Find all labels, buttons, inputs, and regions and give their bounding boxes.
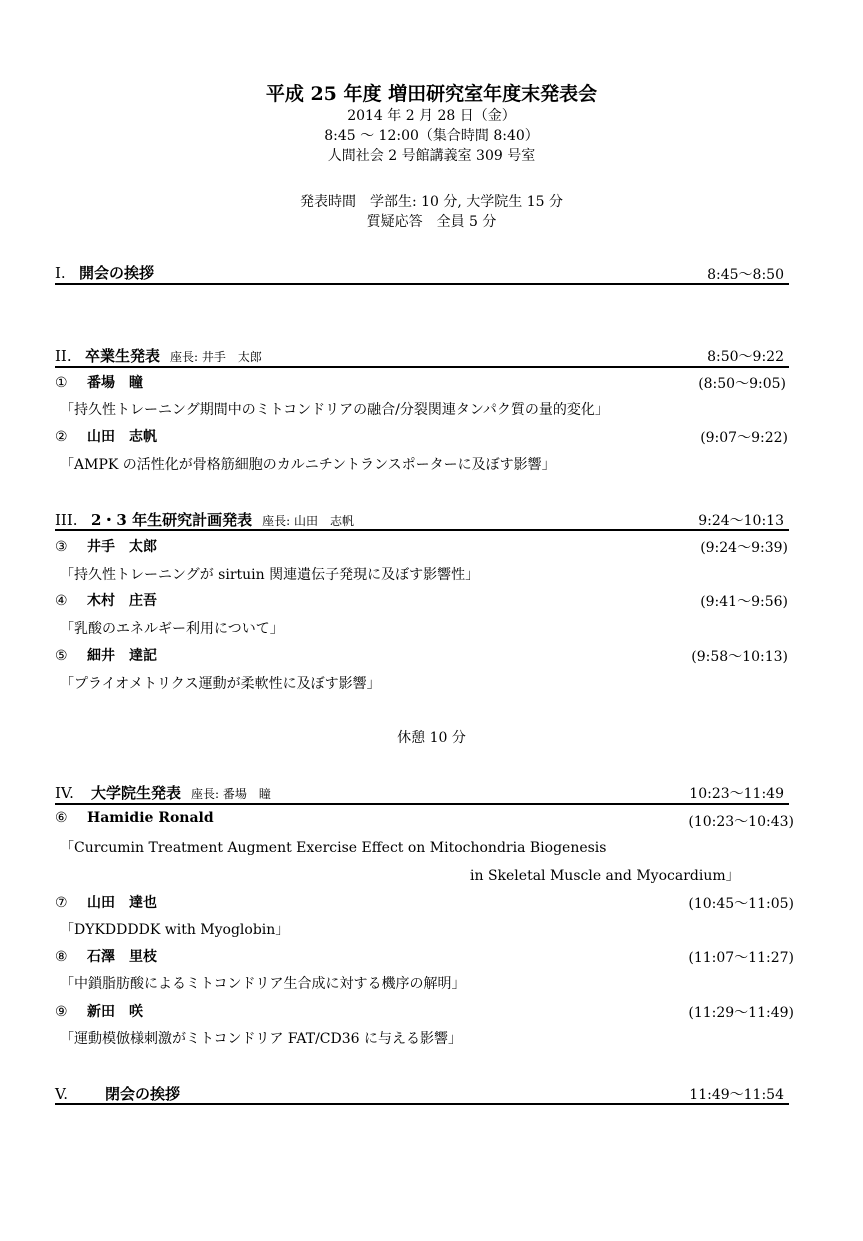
- presenter-number: ⑨: [55, 1004, 68, 1020]
- presenter: [55, 892, 157, 912]
- section-title: 大学院生発表: [91, 784, 182, 802]
- section-divider: [55, 803, 789, 805]
- section-title: 卒業生発表: [85, 347, 161, 365]
- section-time: 8:50～9:22: [707, 349, 784, 365]
- presentation-title: 「運動模倣様刺激がミトコンドリア FAT/CD36 に与える影響」: [60, 1031, 462, 1047]
- section-number: II.: [55, 347, 72, 365]
- section-number: V.: [55, 1085, 68, 1103]
- presenter-number: ①: [55, 375, 68, 391]
- presentation-title: 「Curcumin Treatment Augment Exercise Effect on Mitochondria Biogenesis: [60, 840, 607, 856]
- section-divider: [55, 366, 789, 368]
- section-title: 2・3 年生研究計画発表: [91, 511, 253, 529]
- event-place: 人間社会 2 号館講義室 309 号室: [327, 148, 536, 164]
- presentation-title: 「乳酸のエネルギー利用について」: [60, 621, 284, 637]
- presenter-number: ⑤: [55, 648, 68, 664]
- presenter-name: 山田 達也: [87, 895, 157, 911]
- section-divider: [55, 283, 789, 285]
- presenter: [55, 590, 157, 610]
- presenter-name: 番場 瞳: [87, 375, 143, 391]
- presenter-time: (9:41～9:56): [700, 594, 788, 610]
- section-divider: [55, 529, 789, 531]
- presenter-time: (9:24～9:39): [700, 540, 788, 556]
- presenter-name: 山田 志帆: [87, 429, 157, 445]
- presentation-rule: 発表時間 学部生: 10 分, 大学院生 15 分: [299, 194, 564, 210]
- section-chair: 座長: 山田 志帆: [262, 514, 354, 528]
- section-time: 10:23～11:49: [689, 786, 784, 802]
- section-chair: 座長: 番場 瞳: [191, 787, 271, 801]
- presenter-time: (9:58～10:13): [691, 649, 788, 665]
- section-heading: [55, 782, 271, 803]
- presentation-title: 「持久性トレーニング期間中のミトコンドリアの融合/分裂関連タンパク質の量的変化」: [60, 402, 609, 418]
- presenter-number: ⑥: [55, 810, 68, 826]
- page-title: 平成 25 年度 増田研究室年度末発表会: [265, 83, 598, 105]
- section-heading: [55, 262, 154, 283]
- qa-rule: 質疑応答 全員 5 分: [366, 214, 497, 230]
- event-time: 8:45 ～ 12:00（集合時間 8:40）: [324, 128, 539, 144]
- section-number: IV.: [55, 784, 74, 802]
- presenter: [55, 426, 157, 446]
- presenter: [55, 645, 157, 665]
- presenter-name: 新田 咲: [87, 1004, 143, 1020]
- presenter-time: (10:23～10:43): [688, 814, 794, 830]
- presentation-title: 「中鎖脂肪酸によるミトコンドリア生合成に対する機序の解明」: [60, 976, 466, 992]
- presenter: [55, 536, 157, 556]
- presenter-name: 木村 庄吾: [87, 593, 157, 609]
- presenter-time: (9:07～9:22): [700, 430, 788, 446]
- presenter-time: (11:29～11:49): [688, 1005, 794, 1021]
- section-time: 11:49～11:54: [689, 1087, 784, 1103]
- presentation-title: 「AMPK の活性化が骨格筋細胞のカルニチントランスポーターに及ぼす影響」: [60, 457, 556, 473]
- presenter-name: Hamidie Ronald: [87, 810, 214, 826]
- presentation-title: 「プライオメトリクス運動が柔軟性に及ぼす影響」: [60, 676, 381, 692]
- presentation-title: 「DYKDDDDK with Myoglobin」: [60, 922, 290, 938]
- presenter: [55, 1001, 143, 1021]
- presenter: [55, 372, 143, 392]
- presenter-number: ④: [55, 593, 68, 609]
- section-heading: [55, 509, 354, 530]
- section-time: 8:45～8:50: [707, 267, 784, 283]
- presentation-title: 「持久性トレーニングが sirtuin 関連遺伝子発現に及ぼす影響性」: [60, 567, 480, 583]
- event-date: 2014 年 2 月 28 日（金）: [347, 108, 516, 124]
- presenter-number: ③: [55, 539, 68, 555]
- presenter-number: ⑧: [55, 949, 68, 965]
- section-time: 9:24～10:13: [698, 513, 784, 529]
- presenter-time: (8:50～9:05): [698, 376, 786, 392]
- section-heading: [55, 1083, 180, 1104]
- presenter: [55, 810, 214, 826]
- section-title: 開会の挨拶: [79, 264, 155, 282]
- presenter: [55, 946, 157, 966]
- section-divider: [55, 1103, 789, 1105]
- presenter-name: 井手 太郎: [87, 539, 157, 555]
- section-number: III.: [55, 511, 78, 529]
- section-number: I.: [55, 264, 66, 282]
- section-title: 閉会の挨拶: [105, 1085, 181, 1103]
- presenter-time: (10:45～11:05): [688, 896, 794, 912]
- section-heading: [55, 345, 262, 366]
- presentation-title-continued: in Skeletal Muscle and Myocardium」: [470, 868, 740, 884]
- section-chair: 座長: 井手 太郎: [170, 350, 262, 364]
- presenter-number: ②: [55, 429, 68, 445]
- presenter-time: (11:07～11:27): [688, 950, 794, 966]
- break-notice: 休憩 10 分: [397, 730, 466, 746]
- presenter-number: ⑦: [55, 895, 68, 911]
- presenter-name: 細井 達記: [87, 648, 157, 664]
- presenter-name: 石澤 里枝: [87, 949, 157, 965]
